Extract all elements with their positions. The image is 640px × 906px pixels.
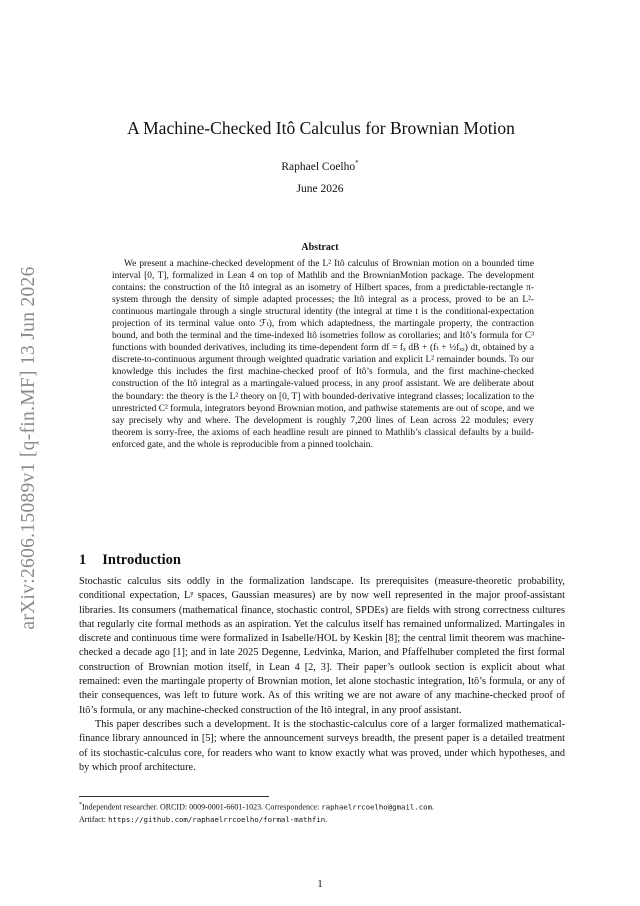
author-name: Raphael Coelho bbox=[281, 160, 356, 173]
page-number: 1 bbox=[317, 878, 323, 890]
section-title: Introduction bbox=[102, 552, 181, 568]
artifact-label: Artifact: bbox=[79, 814, 109, 824]
abstract-heading: Abstract bbox=[301, 242, 339, 253]
author-line bbox=[0, 159, 640, 173]
introduction-body bbox=[79, 575, 565, 775]
footnote-text: Independent researcher. ORCID: 0009-0001-6601-1023. Correspondence: bbox=[82, 802, 322, 812]
footnote: *Independent researcher. ORCID: 0009-0001-6601-1023. Correspondence: raphaelrrcoelho@gmail.com. Artifact: https://github.com/raphaelrrcoelho/formal-mathfin. bbox=[79, 802, 435, 824]
paragraph: Stochastic calculus sits oddly in the formalization landscape. Its prerequisites (measure-theoretic probability, conditional expectation, Lᵖ spaces, Gaussian measures) are by now well represented in the major proof-assistant libraries. Its consumers (mathematical finance, stochastic control, SPDEs) are fields with strong correctness cultures that regularly cite formal methods as an aspiration. Yet the calculus itself has remained unformalized. Martingales in discrete and continuous time were formalized in Isabelle/HOL by Keskin [8]; the central limit theorem was machine-checked a decade ago [1]; and in late 2025 Degenne, Ledvinka, Marion, and Pfaffelhuber completed the first formal construction of Brownian motion itself, in Lean 4 [2, 3]. Their paper’s outlook section is explicit about what remained: even the martingale property of Brownian motion, let alone stochastic integration, Itô’s formula, or any of their consequences, was left to future work. As of this writing we are not aware of any machine-checked proof of Itô’s formula, or any machine-checked construction of the Itô integral, in any proof assistant. bbox=[79, 576, 565, 716]
abstract-text: We present a machine-checked development of the L² Itô calculus of Brownian motion on a bounded time interval [0, T], formalized in Lean 4 on top of Mathlib and the BrownianMotion package. The development contains: the construction of the Itô integral as an isometry of Hilbert spaces, from a predictable-rectangle π-system through the density of simple adapted processes; the Itô integral as a process, proved to be an L²-continuous martingale through a single structural identity (the integral at time t is the conditional-expectation projection of its terminal value onto ℱₜ), from which adaptedness, the martingale property, the contraction bound, and both the terminal and the time-indexed Itô isometries follow as corollaries; and Itô’s formula for C³ functions with bounded derivatives, including its time-dependent form df = fₓ dB + (fₜ + ½fₓₓ) dt, obtained by a discrete-to-continuous argument through weighted quadratic variation and explicit L² remainder bounds. To our knowledge this includes the first machine-checked proof of Itô’s formula, and the first machine-checked construction of the Itô integral as a martingale-valued process, in any proof assistant. We are deliberate about the boundary: the theory is the L² theory on [0, T] with bounded-derivative integrand classes; localization to the unrestricted C² formula, integrators beyond Brownian motion, and pathwise statements are out of scope, and we say precisely why and where. The development is roughly 7,200 lines of Lean across 22 modules; every theorem is sorry-free, the axioms of each headline result are pinned to Mathlib’s classical defaults by a build-enforced gate, and the whole is reproducible from a pinned toolchain. bbox=[112, 259, 534, 450]
author-footnote-mark: * bbox=[355, 159, 359, 167]
section-number: 1 bbox=[79, 552, 87, 568]
paper-date: June 2026 bbox=[296, 183, 344, 195]
section-heading bbox=[79, 552, 181, 569]
footnote-rule bbox=[79, 796, 269, 797]
paragraph: This paper describes such a development. It is the stochastic-calculus core of a larger formalized mathematical-finance library announced in [5]; where the announcement surveys breadth, the present paper is a detailed treatment of its stochastic-calculus core, for readers who want to know exactly what was proved, under which hypotheses, and by which proof architecture. bbox=[79, 718, 565, 773]
arxiv-id: arXiv:2606.15089v1 [q-fin.MF] 13 Jun 2026 bbox=[18, 265, 39, 630]
arxiv-stamp bbox=[12, 250, 46, 645]
footnote-mark: * bbox=[79, 802, 82, 808]
artifact-link[interactable]: https://github.com/raphaelrrcoelho/formal-mathfin bbox=[108, 814, 326, 824]
paper-title: A Machine-Checked Itô Calculus for Brownian Motion bbox=[127, 118, 515, 138]
email-link[interactable]: raphaelrrcoelho@gmail.com bbox=[321, 802, 433, 812]
